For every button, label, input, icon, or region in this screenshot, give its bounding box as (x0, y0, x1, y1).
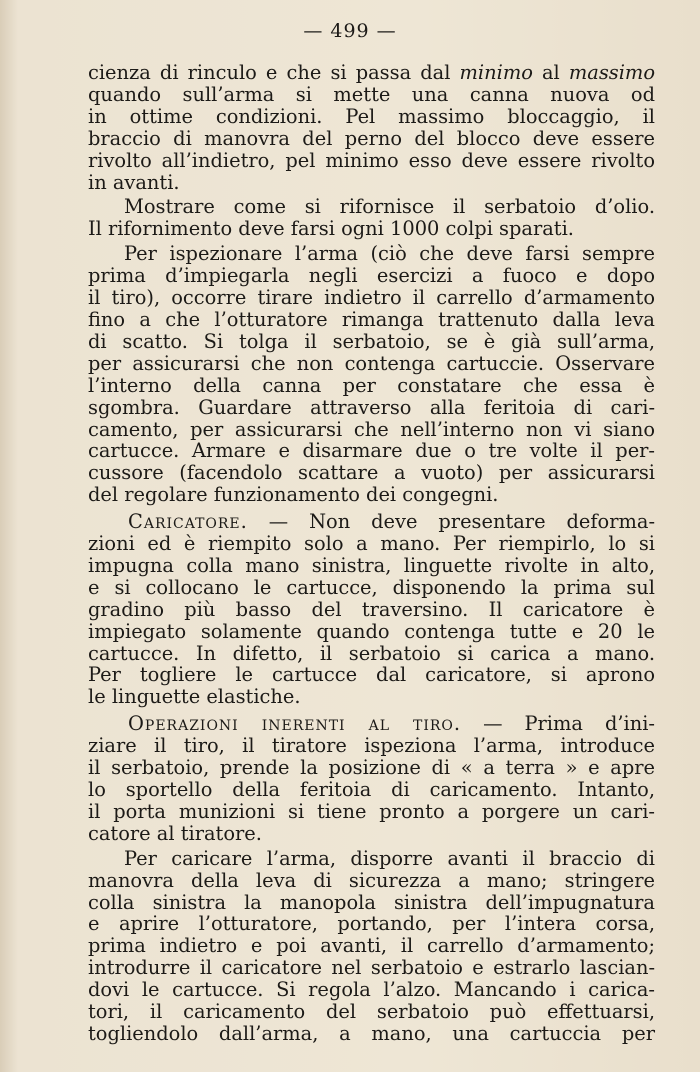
text-line: braccio di manovra del perno del blocco deve essere (88, 126, 655, 150)
text-line: gradino più basso del traversino. Il caricatore è (88, 597, 655, 621)
text-line: e si collocano le cartucce, disponendo la prima sul (88, 575, 655, 599)
page-number: — 499 — (303, 20, 397, 42)
paragraph-caricatore (88, 511, 655, 708)
text-line: Operazioni inerenti al tiro. — Prima d’ini- (128, 712, 655, 736)
paragraph-2 (88, 196, 655, 240)
text-line: prima d’impiegarla negli esercizi a fuoco e dopo (88, 264, 655, 288)
text-line: le linguette elastiche. (88, 685, 301, 709)
text-line: Per togliere le cartucce dal caricatore, si aprono (88, 663, 655, 687)
text-line: Il rifornimento deve farsi ogni 1000 colpi sparati. (88, 217, 574, 241)
paragraph-operazioni (88, 713, 655, 844)
text-line: dovi le cartucce. Si regola l’alzo. Mancando i carica- (88, 978, 655, 1002)
text-line: l’interno della canna per constatare che essa è (88, 373, 655, 397)
text-line: sgombra. Guardare attraverso alla feritoia di cari- (88, 395, 655, 419)
text-line: togliendolo dall’arma, a mano, una cartuccia per (88, 1021, 655, 1045)
text-line: camento, per assicurarsi che nell’interno non vi siano (88, 417, 655, 441)
text-line: rivolto all’indietro, pel minimo esso deve essere rivolto (88, 148, 655, 172)
text-line: fino a che l’otturatore rimanga trattenuto dalla leva (88, 307, 655, 331)
body-text (88, 62, 655, 1045)
paragraph-1 (88, 62, 655, 193)
text-line: tori, il caricamento del serbatoio può effettuarsi, (88, 1000, 655, 1024)
section-heading: Operazioni inerenti al tiro. (128, 712, 462, 736)
section-heading: Caricatore. (128, 510, 248, 534)
text-line: ziare il tiro, il tiratore ispeziona l’arma, introduce (88, 734, 655, 758)
text-line: e aprire l’otturatore, portando, per l’intera corsa, (88, 912, 655, 936)
text-line: il tiro), occorre tirare indietro il carrello d’armamento (88, 286, 655, 310)
text-line: cartucce. Armare e disarmare due o tre volte il per- (88, 439, 655, 463)
text-line: cussore (facendolo scattare a vuoto) per assicurarsi (88, 461, 655, 485)
text-line: il porta munizioni si tiene pronto a porgere un cari- (88, 799, 655, 823)
text-line: cartucce. In difetto, il serbatoio si carica a mano. (88, 641, 655, 665)
text-line: quando sull’arma si mette una canna nuova od (88, 82, 655, 106)
text-line: del regolare funzionamento dei congegni. (88, 483, 499, 507)
text-line: cienza di rinculo e che si passa dal minimo al massimo (88, 61, 655, 84)
text-line: prima indietro e poi avanti, il carrello d’armamento; (88, 934, 655, 958)
text-line: il serbatoio, prende la posizione di « a terra » e apre (88, 756, 655, 780)
text-line: Mostrare come si rifornisce il serbatoio d’olio. (124, 195, 655, 219)
paragraph-6 (88, 848, 655, 1045)
text-line: introdurre il caricatore nel serbatoio e estrarlo lascian- (88, 956, 655, 980)
text-line: Per ispezionare l’arma (ciò che deve farsi sempre (124, 242, 655, 266)
text-line: in ottime condizioni. Pel massimo bloccaggio, il (88, 104, 655, 128)
text-line: di scatto. Si tolga il serbatoio, se è già sull’arma, (88, 329, 655, 353)
text-line: in avanti. (88, 170, 180, 194)
text-line: colla sinistra la manopola sinistra dell’impugnatura (88, 890, 655, 914)
paragraph-3 (88, 243, 655, 506)
text-line: lo sportello della feritoia di caricamento. Intanto, (88, 778, 655, 801)
text-line: impiegato solamente quando contenga tutte e 20 le (88, 619, 655, 643)
text-line: Caricatore. — Non deve presentare deforma- (128, 510, 655, 534)
text-line: Per caricare l’arma, disporre avanti il braccio di (124, 846, 655, 870)
text-line: per assicurarsi che non contenga cartuccie. Osservare (88, 351, 655, 375)
text-line: zioni ed è riempito solo a mano. Per riempirlo, lo si (88, 532, 655, 556)
text-line: catore al tiratore. (88, 821, 262, 845)
text-line: manovra della leva di sicurezza a mano; stringere (88, 868, 655, 892)
text-line: impugna colla mano sinistra, linguette rivolte in alto, (88, 553, 655, 577)
